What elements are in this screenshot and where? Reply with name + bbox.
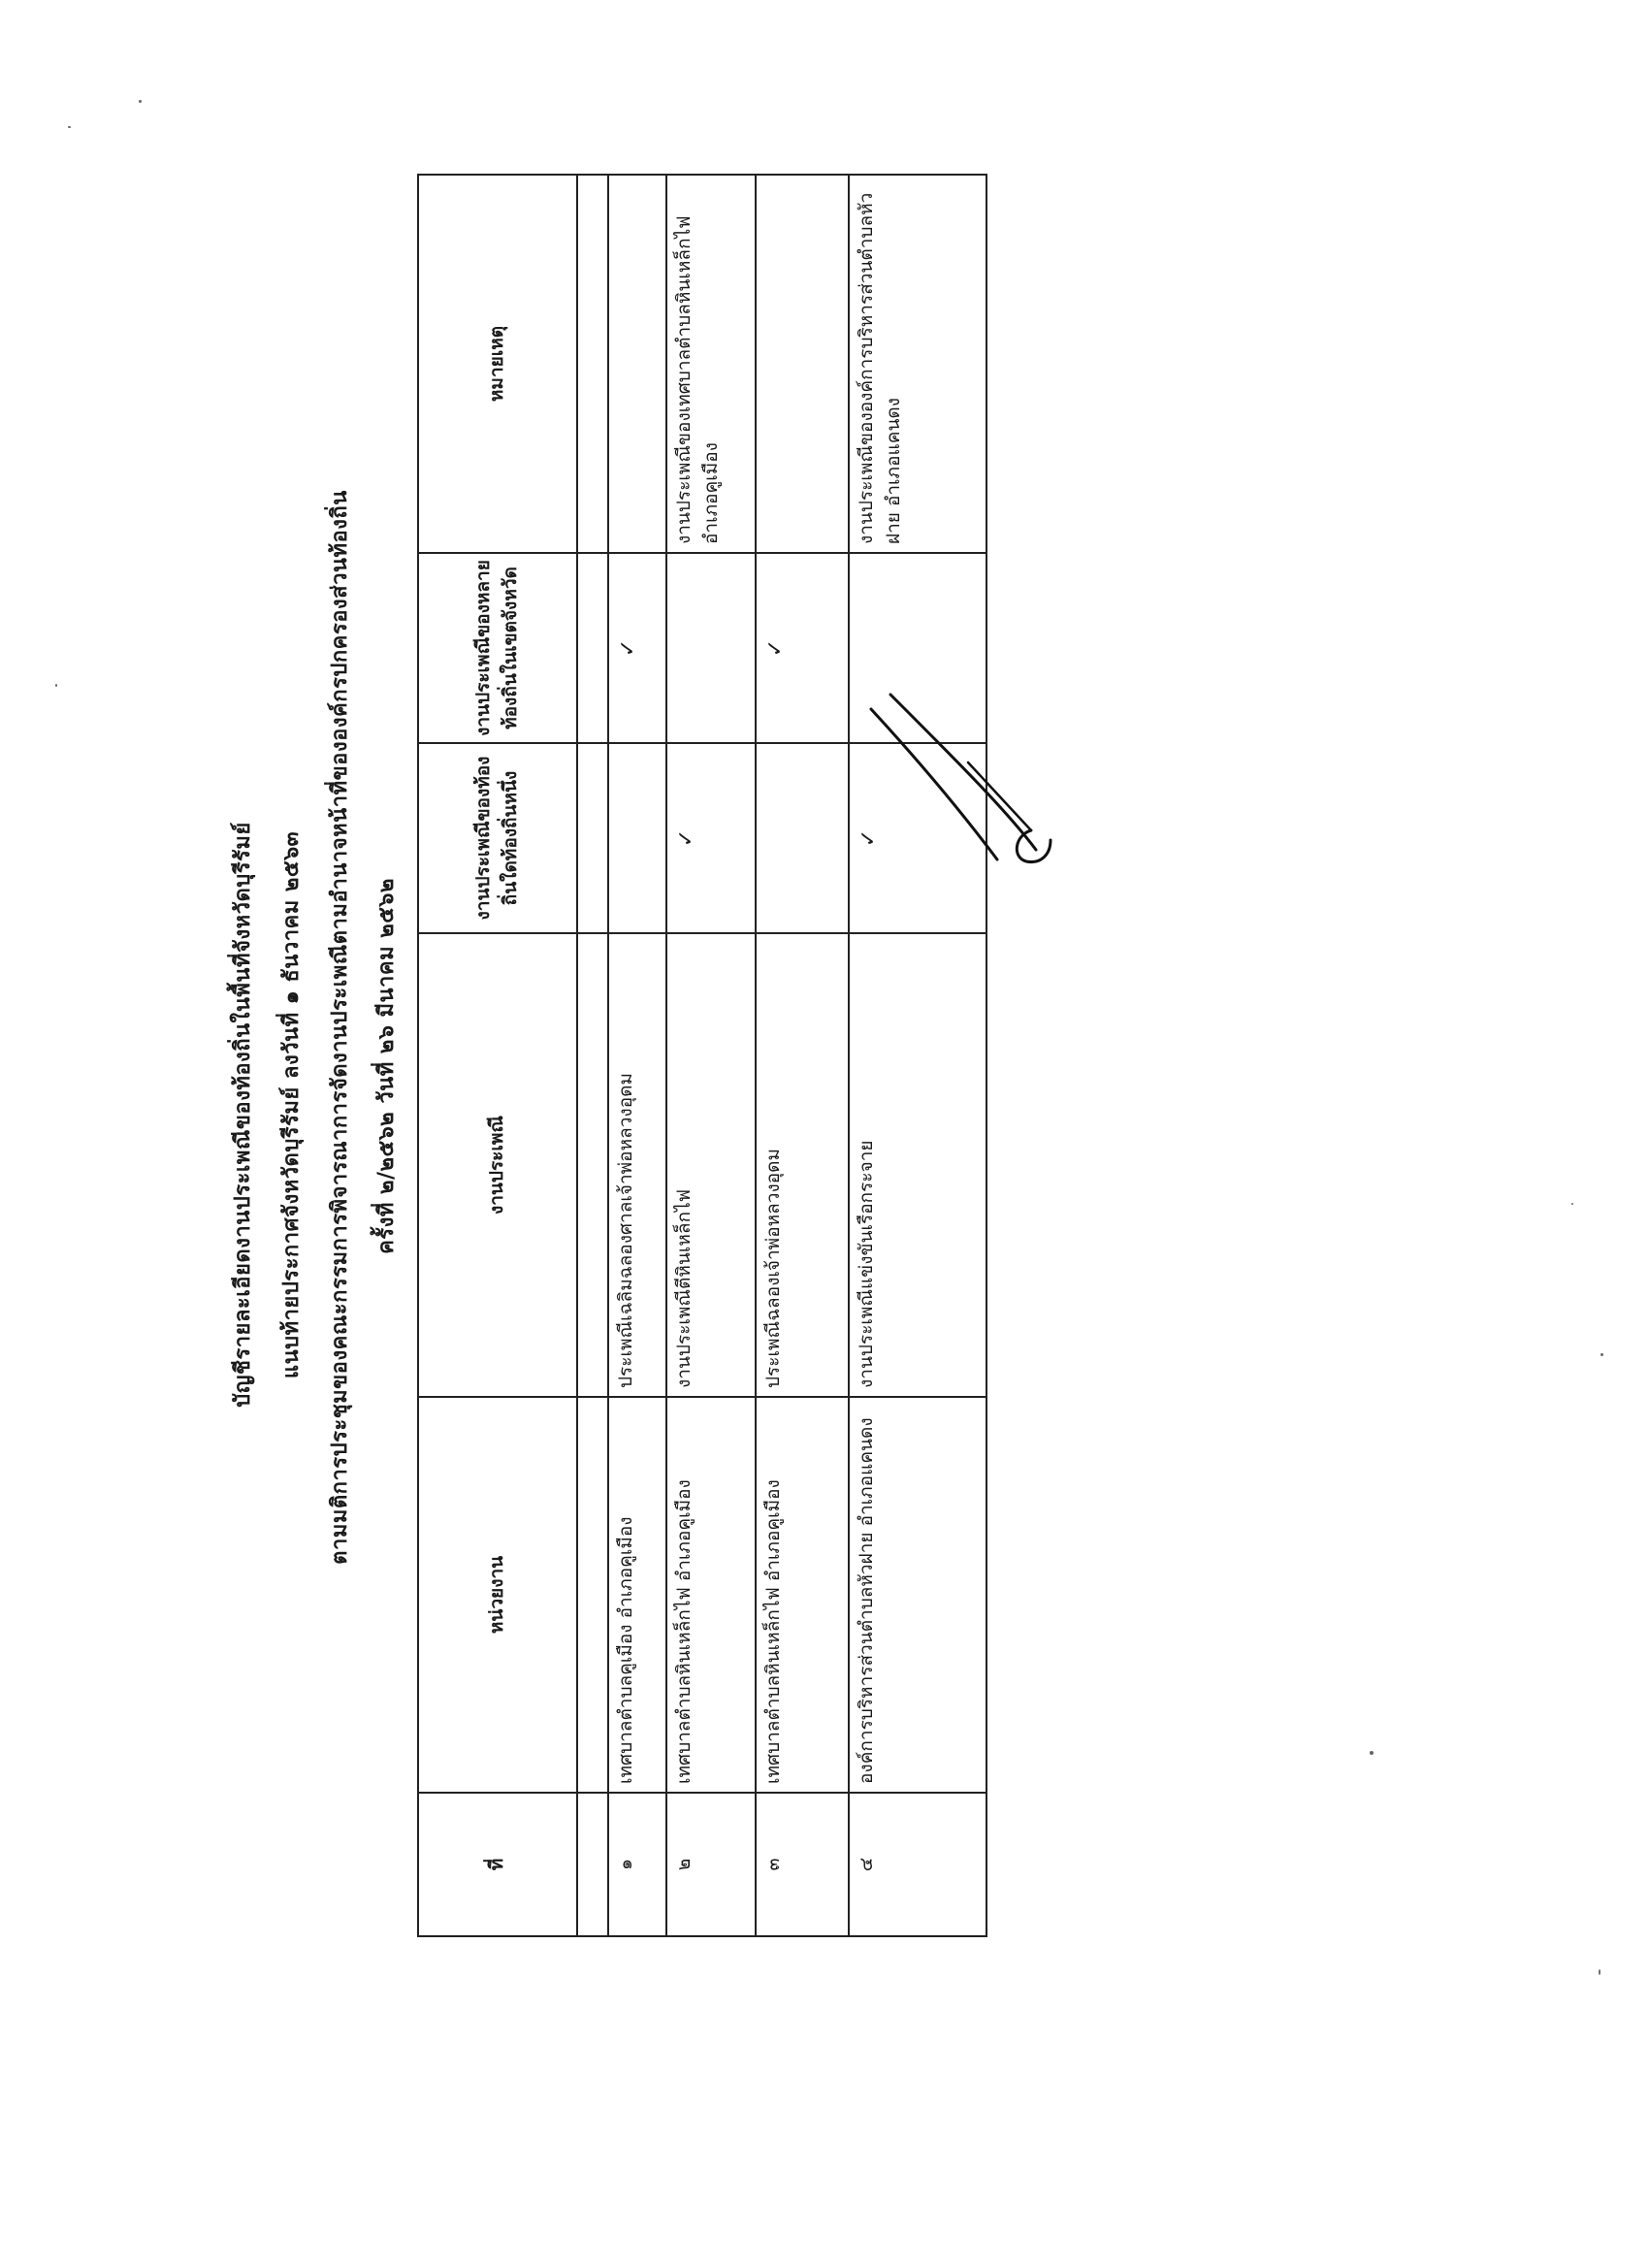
row-unit: เทศบาลตำบลคูเมือง อำเภอคูเมือง [608, 1397, 666, 1793]
scan-speck [139, 100, 142, 103]
table-row [666, 175, 756, 1936]
row-remark: งานประเพณีขององค์การบริหารส่วนตำบลหัวฝาย อำเภอแคนดง [849, 175, 986, 553]
row-no: ๔ [849, 1793, 986, 1936]
doc-subtitle-resolution: ตามมติการประชุมของคณะกรรมการพิจารณาการจัดงานประเพณีตามอำนาจหน้าที่ขององค์กรปกครองส่วนท้องถิ่น [328, 490, 352, 1565]
row-local-one: ✓ [849, 743, 986, 933]
row-unit: องค์การบริหารส่วนตำบลหัวฝาย อำเภอแคนดง [849, 1397, 986, 1793]
blank-cell [577, 743, 608, 933]
row-local-many: ✓ [608, 553, 666, 743]
blank-cell [577, 175, 608, 553]
row-local-one [756, 743, 849, 933]
header-local-one: งานประเพณีของท้องถิ่นใดท้องถิ่นหนึ่ง [418, 743, 577, 933]
header-local-many: งานประเพณีของหลายท้องถิ่นในเขตจังหวัด [418, 553, 577, 743]
row-local-many [666, 553, 756, 743]
row-local-one: ✓ [666, 743, 756, 933]
row-local-many: ✓ [756, 553, 849, 743]
blank-row [577, 175, 608, 1936]
row-remark [608, 175, 666, 553]
header-unit: หน่วยงาน [418, 1397, 577, 1793]
row-unit: เทศบาลตำบลหินเหล็กไฟ อำเภอคูเมือง [756, 1397, 849, 1793]
scan-speck [68, 126, 71, 128]
row-remark [756, 175, 849, 553]
header-event: งานประเพณี [418, 933, 577, 1397]
doc-subtitle-meeting: ครั้งที่ ๒/๒๕๖๒ วันที่ ๒๖ มีนาคม ๒๕๖๒ [374, 878, 399, 1254]
doc-subtitle-attachment: แนบท้ายประกาศจังหวัดบุรีรัมย์ ลงวันที่ ๑ ธันวาคม ๒๕๖๓ [279, 830, 304, 1379]
row-unit: เทศบาลตำบลหินเหล็กไฟ อำเภอคูเมือง [666, 1397, 756, 1793]
blank-cell [577, 933, 608, 1397]
row-event: งานประเพณีตีหินเหล็กไฟ [666, 933, 756, 1397]
row-event: ประเพณีฉลองเจ้าพ่อหลวงอุดม [756, 933, 849, 1397]
row-event: งานประเพณีแข่งขันเรือกระจาย [849, 933, 986, 1397]
tradition-table [417, 174, 987, 1937]
table-row [756, 175, 849, 1936]
scan-speck [1370, 1751, 1374, 1755]
row-local-one [608, 743, 666, 933]
scan-speck [55, 684, 57, 687]
blank-cell [577, 553, 608, 743]
blank-cell [577, 1397, 608, 1793]
scan-speck [1571, 1203, 1573, 1205]
table-header-row [418, 175, 577, 1936]
doc-title: บัญชีรายละเอียดงานประเพณีของท้องถิ่นในพื้นที่จังหวัดบุรีรัมย์ [231, 822, 255, 1408]
row-no: ๓ [756, 1793, 849, 1936]
blank-cell [577, 1793, 608, 1936]
header-remark: หมายเหตุ [418, 175, 577, 553]
row-no: ๑ [608, 1793, 666, 1936]
scan-speck [1599, 1969, 1600, 1975]
header-no: ที่ [418, 1793, 577, 1936]
row-remark: งานประเพณีของเทศบาลตำบลหินเหล็กไฟ อำเภอคูเมือง [666, 175, 756, 553]
row-no: ๒ [666, 1793, 756, 1936]
table-row [608, 175, 666, 1936]
signature-mark [852, 675, 1065, 879]
table-row [849, 175, 986, 1936]
row-event: ประเพณีเฉลิมฉลองศาลเจ้าพ่อหลวงอุดม [608, 933, 666, 1397]
scan-speck [1600, 1353, 1603, 1356]
